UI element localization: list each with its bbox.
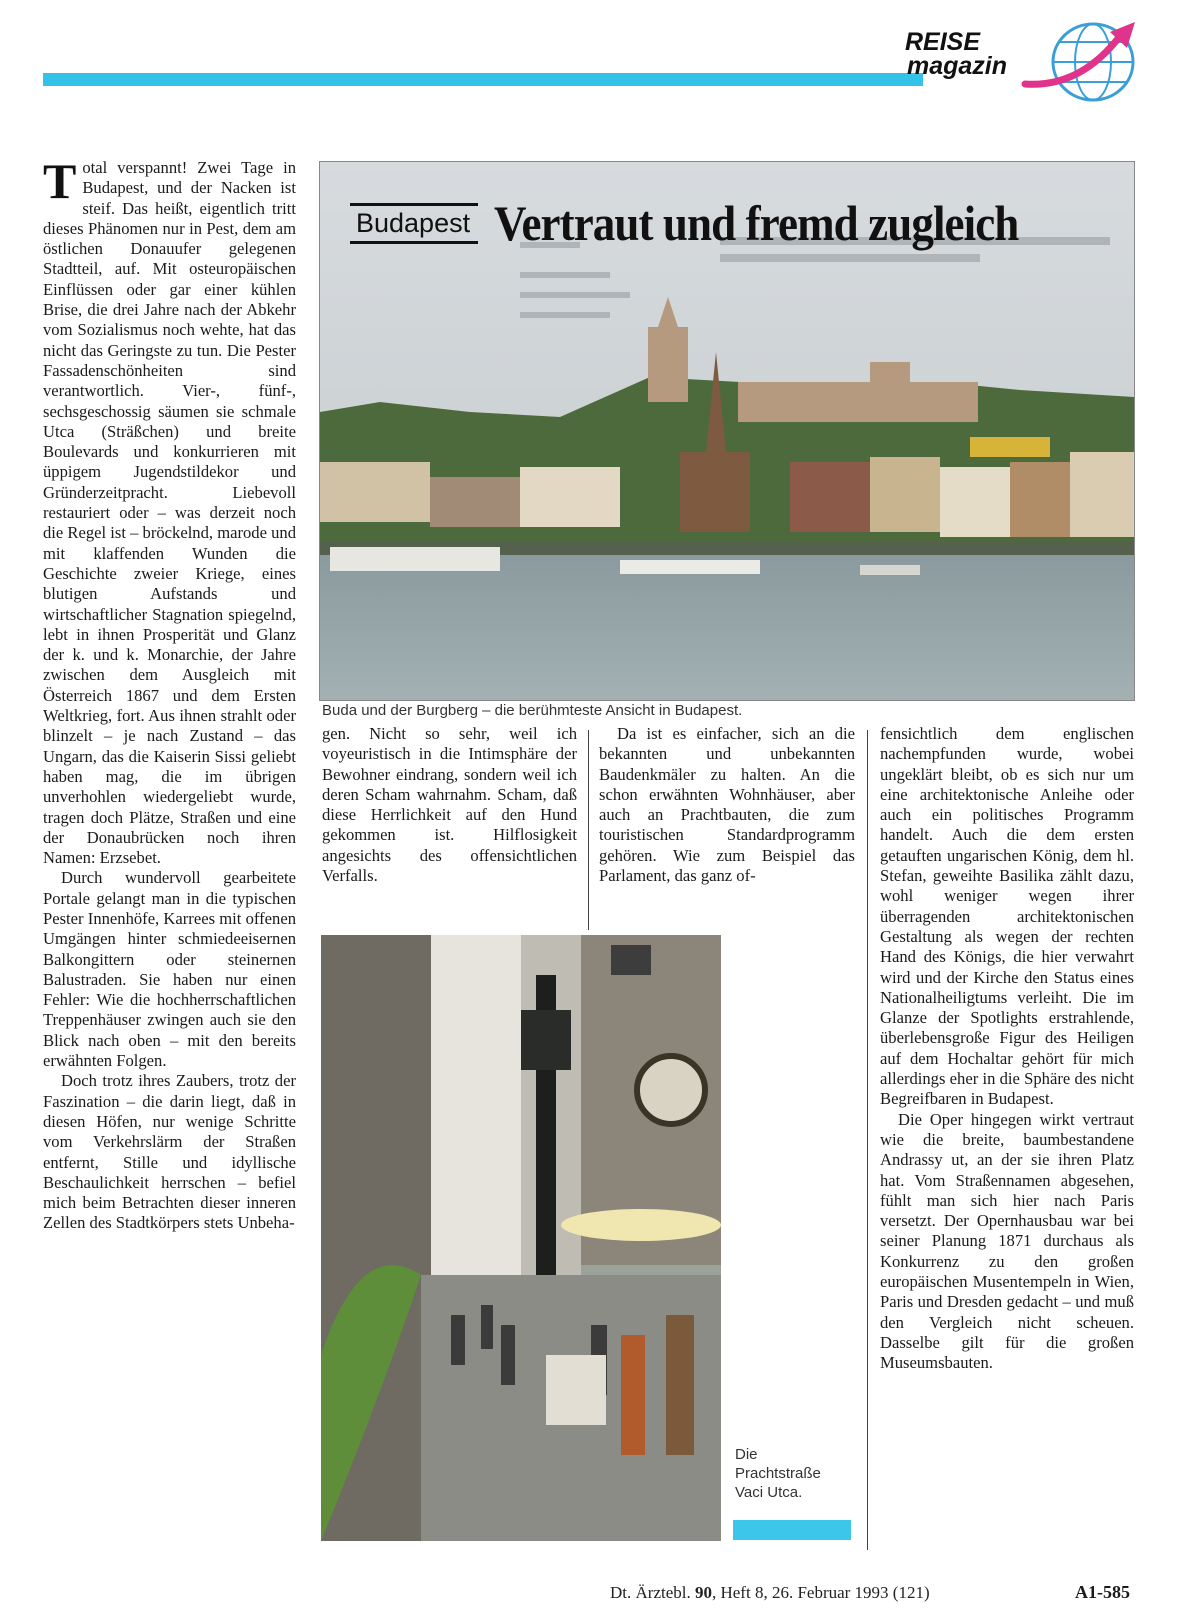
- logo-line-magazin: magazin: [907, 52, 1008, 80]
- article-title: [350, 196, 1077, 250]
- paragraph: fensichtlich dem englischen nachempfunden wurde, wobei ungeklärt bleibt, ob es sich nur um eine architektonische Anleihe oder auch ein politisches Programm handelt. Auch die dem ersten getauften ungarischen König, dem hl. Stefan, geweihte Basilika zählt dazu, wohl weniger wegen ihrer überragenden architektonischen Gestaltung als wegen der rechten Hand des Königs, die hier verwahrt wird und der Kirche den Status eines Nationalheiligtums verleiht. Die im Glanze der Spotlights erstrahlende, überlebensgroße Figur des Heiligen auf dem Hochaltar gehört für mich allerdings eher in die Sphäre des nicht Begreifbaren in Budapest.: [880, 724, 1134, 1109]
- article-column-2: [322, 724, 577, 886]
- article-column-4: [880, 724, 1134, 1374]
- article-column-3: [599, 724, 855, 886]
- column-rule: [588, 730, 589, 930]
- street-photo-vaci-utca: [321, 935, 721, 1541]
- globe-icon: [985, 18, 1140, 104]
- reise-magazin-logo: [905, 18, 1145, 108]
- volume-number: 90: [694, 1583, 712, 1602]
- column-rule: [867, 730, 868, 1550]
- issue-info: , Heft 8, 26. Februar 1993 (121): [711, 1583, 930, 1602]
- hero-caption: Buda und der Burgberg – die berühmteste Ansicht in Budapest.: [322, 702, 743, 719]
- street-caption: Die Prachtstraße Vaci Utca.: [735, 1446, 821, 1501]
- paragraph: Doch trotz ihres Zaubers, trotz der Faszination – die darin liegt, daß in diesen Höfen, nur wenige Schritte vom Verkehrslärm der Straßen entfernt, Stille und idyllische Beschaulichkeit herrschen – befiel mich beim Betrachten dieser inneren Zellen des Stadtkörpers stets Unbeha-: [43, 1071, 296, 1233]
- page-footer: [610, 1583, 930, 1603]
- paragraph: Da ist es einfacher, sich an die bekannten und unbekannten Baudenkmäler zu halten. An die schon erwähnten Wohnhäuser, aber auch an Prachtbauten, die zum touristischen Standardprogramm gehören. Wie zum Beispiel das Parlament, das ganz of-: [599, 724, 855, 886]
- drop-cap: T: [43, 153, 77, 209]
- paragraph: Durch wundervoll gearbeitete Portale gelangt man in die typischen Pester Innenhöfe, Karrees mit offenen Umgängen hinter schmiedeeisernen Balkongittern oder steinernen Balustraden. Sie haben nur einen Fehler: Wie die hochherrschaftlichen Treppenhäuser zwingen auch sie den Blick nach oben – mit den bereits erwähnten Folgen.: [43, 868, 296, 1071]
- header-accent-bar: [43, 73, 923, 86]
- caption-accent-bar: [733, 1520, 851, 1540]
- article-column-1: [43, 153, 296, 1234]
- section-kicker: Budapest: [350, 203, 478, 244]
- page-number: A1-585: [1075, 1582, 1130, 1602]
- headline: Vertraut und fremd zugleich: [494, 195, 1019, 251]
- paragraph: [43, 153, 296, 868]
- paragraph: gen. Nicht so sehr, weil ich voyeuristisch in die Intimsphäre der Bewohner eindrang, sondern weil ich deren Scham wahrnahm. Scham, daß diese Herrlichkeit auf den Hund gekommen ist. Hilflosigkeit angesichts des offensichtlichen Verfalls.: [322, 724, 577, 886]
- paragraph: Die Oper hingegen wirkt vertraut wie die breite, baumbestandene Andrassy ut, an der sie ihren Platz hat. Vom Straßennamen abgesehen, fühlt man sich hier nach Paris versetzt. Der Opernhausbau war bei seiner Planung 1871 durchaus als Konkurrenz zu den großen europäischen Musentempeln in Wien, Paris und Dresden gedacht – und muß den Vergleich nicht scheuen. Dasselbe gilt für die großen Museumsbauten.: [880, 1109, 1134, 1373]
- logo-line-reise: REISE: [905, 28, 981, 56]
- hero-photo-buda-castle-hill: [319, 161, 1135, 701]
- journal-name: Dt. Ärztebl.: [610, 1583, 695, 1602]
- paragraph-text: otal verspannt! Zwei Tage in Budapest, und der Nacken ist steif. Das heißt, eigentlich tritt dieses Phänomen nur in Pest, dem am östlichen Donauufer gelegenen Stadtteil, auf. Mit osteuropäischen Einflüssen oder gar einer kühlen Brise, die drei Jahre nach der Abkehr vom Sozialismus noch wehte, hat das nicht das Geringste zu tun. Die Pester Fassadenschönheiten sind verantwortlich. Vier-, fünf-, sechsgeschossig säumen sie schmale Utca (Sträßchen) und breite Boulevards und konkurrieren mit üppigem Jugendstildekor und Gründerzeitpracht. Liebevoll restauriert oder – was derzeit noch die Regel ist – bröckelnd, marode und mit klaffenden Wunden die Geschichte zweier Kriege, eines blutigen Aufstands und wirtschaftlicher Stagnation spiegelnd, lebt in ihnen Prosperität und Glanz der k. und k. Monarchie, der Jahre zwischen dem Ausgleich mit Österreich 1867 und dem Ersten Weltkrieg, fort. Aus ihnen strahlt oder blinzelt – je nach Zustand – das Ungarn, das die Kaiserin Sissi geliebt haben mag, die im übrigen unverhohlen wiedergeliebt wurde, tragen doch Plätze, Straßen und eine der Donaubrücken noch ihren Namen: Erzsebet.: [43, 158, 296, 868]
